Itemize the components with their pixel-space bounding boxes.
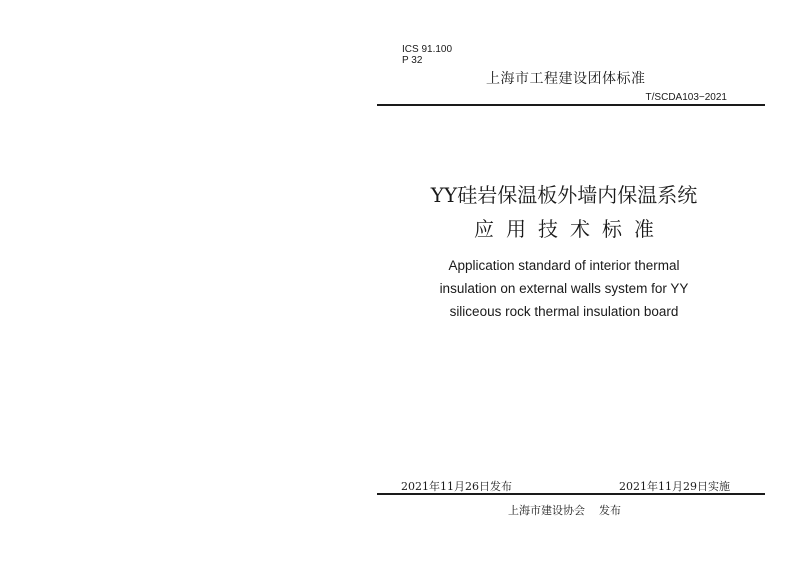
header-divider xyxy=(377,104,765,106)
standard-organization-title: 上海市工程建设团体标准 xyxy=(486,71,646,87)
title-english-line-3: siliceous rock thermal insulation board xyxy=(449,304,679,319)
footer-divider xyxy=(377,493,765,495)
issue-date: 2021年11月26日发布 xyxy=(401,480,512,493)
publisher-name: 上海市建设协会 xyxy=(508,504,585,517)
title-chinese-line-1: YY硅岩保温板外墙内保温系统 xyxy=(430,183,698,207)
standard-number: T/SCDA103−2021 xyxy=(645,92,727,103)
ics-code: ICS 91.100 xyxy=(402,44,453,55)
title-english-line-2: insulation on external walls system for YY xyxy=(439,281,689,296)
title-english-line-1: Application standard of interior thermal xyxy=(448,258,680,273)
ccs-code: P 32 xyxy=(402,55,423,66)
publisher-line xyxy=(508,504,621,517)
implementation-date: 2021年11月29日实施 xyxy=(619,480,730,493)
title-chinese-line-2: 应用技术标准 xyxy=(474,217,666,241)
publisher-action: 发布 xyxy=(599,504,621,517)
